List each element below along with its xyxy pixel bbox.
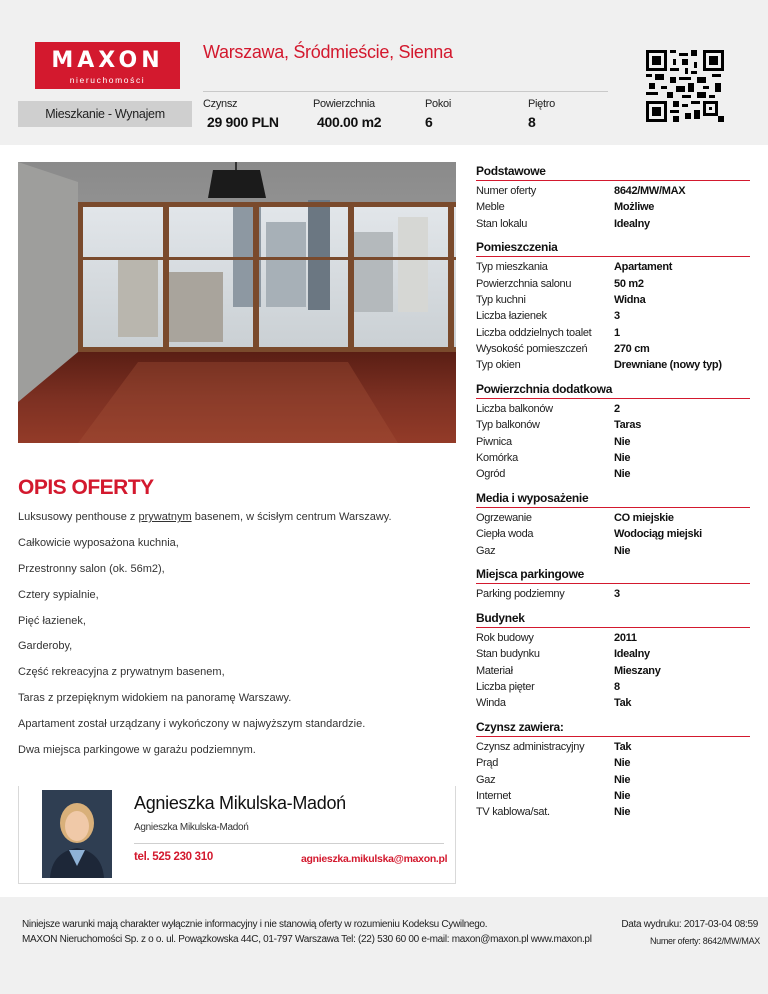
section-rooms (476, 240, 750, 373)
detail-row (476, 466, 750, 482)
detail-row (476, 739, 750, 755)
agent-name: Agnieszka Mikulska-Madoń (134, 793, 346, 813)
detail-label: Piwnica (476, 435, 512, 448)
detail-row (476, 695, 750, 711)
detail-label: Ogród (476, 468, 506, 481)
section-heading: Budynek (476, 611, 750, 628)
stat-value: 29 900 PLN (207, 114, 279, 130)
property-photo[interactable] (18, 162, 456, 443)
detail-row (476, 199, 750, 215)
detail-value: 270 cm (614, 342, 650, 355)
details-panel (476, 164, 750, 829)
detail-value: CO miejskie (614, 511, 674, 524)
detail-label: Typ okien (476, 359, 521, 372)
detail-label: Winda (476, 697, 506, 710)
detail-label: Typ balkonów (476, 419, 540, 432)
offer-type-badge: Mieszkanie - Wynajem (18, 101, 192, 127)
stat-area (313, 98, 381, 130)
detail-value: 8642/MW/MAX (614, 185, 686, 197)
section-heading: Miejsca parkingowe (476, 567, 750, 584)
detail-value: Nie (614, 790, 631, 803)
detail-label: Wysokość pomieszczeń (476, 342, 588, 355)
detail-value: Nie (614, 451, 631, 464)
detail-label: Ogrzewanie (476, 511, 532, 524)
agent-subtitle: Agnieszka Mikulska-Madoń (134, 822, 249, 833)
detail-label: Meble (476, 201, 505, 214)
detail-row (476, 434, 750, 450)
detail-value: Apartament (614, 261, 673, 274)
detail-row (476, 308, 750, 324)
detail-value: Nie (614, 757, 631, 770)
description-text: Luksusowy penthouse z (18, 511, 139, 523)
detail-row (476, 510, 750, 526)
stat-label: Powierzchnia (313, 98, 375, 110)
qr-code-icon[interactable] (646, 50, 724, 122)
description-line: Garderoby, (18, 640, 73, 653)
description-line: Przestronny salon (ok. 56m2), (18, 562, 165, 575)
detail-row (476, 450, 750, 466)
stat-label: Pokoi (425, 98, 452, 110)
section-heading: Czynsz zawiera: (476, 720, 750, 737)
description-line: Cztery sypialnie, (18, 588, 99, 601)
detail-row (476, 543, 750, 559)
detail-value: 3 (614, 588, 620, 601)
detail-label: Liczba łazienek (476, 310, 547, 323)
stat-rent (203, 98, 279, 130)
detail-row (476, 325, 750, 341)
agent-avatar (42, 790, 112, 878)
stat-value: 400.00 m2 (317, 114, 382, 130)
section-building (476, 611, 750, 711)
detail-value: Nie (614, 806, 631, 819)
detail-label: Internet (476, 790, 511, 803)
detail-row (476, 630, 750, 646)
detail-value: 50 m2 (614, 277, 644, 290)
agent-phone-link[interactable]: tel. 525 230 310 (134, 851, 213, 863)
apartment-interior-image (18, 162, 456, 443)
section-extra-area (476, 382, 750, 482)
detail-value: Idealny (614, 648, 650, 661)
detail-row (476, 788, 750, 804)
detail-value: Widna (614, 293, 646, 306)
detail-row (476, 216, 750, 232)
detail-label: Rok budowy (476, 632, 534, 645)
detail-value: Nie (614, 773, 631, 786)
description-line (18, 511, 448, 537)
detail-label: Stan lokalu (476, 217, 528, 230)
detail-label: Liczba pięter (476, 681, 535, 694)
detail-row (476, 259, 750, 275)
logo-sub: nieruchomości (69, 75, 146, 85)
stat-value: 6 (425, 114, 433, 130)
stat-value: 8 (528, 114, 536, 130)
detail-value: Nie (614, 468, 631, 481)
detail-value: Nie (614, 435, 631, 448)
footer (0, 897, 768, 994)
description-line: Taras z przepięknym widokiem na panoramę Warszawy. (18, 692, 292, 705)
stat-floor (528, 98, 555, 130)
detail-value: Mieszany (614, 664, 661, 677)
footer-disclaimer: Niniejsze warunki mają charakter wyłącznie informacyjny i nie stanowią oferty w rozumieniu Kodeksu Cywilnego. (22, 919, 488, 930)
detail-row (476, 679, 750, 695)
header-band (0, 0, 768, 145)
detail-label: Powierzchnia salonu (476, 277, 572, 290)
detail-row (476, 417, 750, 433)
detail-value: Drewniane (nowy typ) (614, 359, 722, 372)
detail-label: Ciepła woda (476, 528, 534, 541)
section-heading: Podstawowe (476, 164, 750, 181)
detail-row (476, 586, 750, 602)
detail-value: 2011 (614, 632, 637, 645)
stat-label: Czynsz (203, 98, 238, 110)
detail-value: 3 (614, 310, 620, 323)
detail-label: Gaz (476, 544, 496, 557)
detail-value: Możliwe (614, 201, 655, 214)
maxon-logo[interactable] (35, 42, 180, 89)
detail-value: Tak (614, 741, 632, 754)
detail-label: Liczba balkonów (476, 402, 553, 415)
section-media (476, 491, 750, 559)
detail-value: Wodociąg miejski (614, 528, 702, 541)
detail-label: Typ kuchni (476, 293, 526, 306)
section-heading: Pomieszczenia (476, 240, 750, 257)
section-heading: Media i wyposażenie (476, 491, 750, 508)
stat-label: Piętro (528, 98, 555, 110)
description-line: Część rekreacyjna z prywatnym basenem, (18, 666, 225, 679)
detail-label: Typ mieszkania (476, 261, 548, 274)
detail-value: 1 (614, 326, 620, 339)
detail-row (476, 646, 750, 662)
description-line: Apartament został urządzany i wykończony w najwyższym standardzie. (18, 718, 366, 731)
detail-row (476, 341, 750, 357)
section-basic (476, 164, 750, 232)
detail-value: Nie (614, 544, 631, 557)
agent-divider (134, 843, 444, 844)
section-parking (476, 567, 750, 602)
description-line: Całkowicie wyposażona kuchnia, (18, 536, 179, 549)
footer-print-date: Data wydruku: 2017-03-04 08:59 (621, 919, 758, 930)
listing-title: Warszawa, Śródmieście, Sienna (203, 42, 453, 62)
detail-row (476, 276, 750, 292)
section-heading: Powierzchnia dodatkowa (476, 382, 750, 399)
detail-label: Materiał (476, 664, 513, 677)
detail-value: 8 (614, 681, 620, 694)
agent-card (18, 786, 456, 884)
logo-brand: MAXON (51, 48, 164, 73)
description-underlined-word: prywatnym (138, 511, 192, 523)
detail-value: Idealny (614, 217, 650, 230)
stat-rooms (425, 98, 451, 130)
detail-label: Numer oferty (476, 185, 536, 197)
detail-label: Parking podziemny (476, 588, 565, 601)
detail-row (476, 292, 750, 308)
detail-label: TV kablowa/sat. (476, 806, 550, 819)
description-line: Pięć łazienek, (18, 614, 86, 627)
detail-label: Gaz (476, 773, 496, 786)
detail-row (476, 357, 750, 373)
detail-label: Prąd (476, 757, 499, 770)
section-rent-includes (476, 720, 750, 820)
detail-value: Tak (614, 697, 632, 710)
footer-offer-number: Numer oferty: 8642/MW/MAX (649, 936, 760, 946)
detail-row (476, 663, 750, 679)
detail-label: Liczba oddzielnych toalet (476, 326, 592, 339)
description-body (18, 511, 448, 770)
detail-label: Czynsz administracyjny (476, 741, 585, 754)
detail-value: Taras (614, 419, 642, 432)
description-line: Dwa miejsca parkingowe w garażu podziemnym. (18, 744, 256, 757)
detail-label: Komórka (476, 451, 518, 464)
description-title: OPIS OFERTY (18, 476, 154, 499)
detail-row (476, 526, 750, 542)
agent-email-link[interactable]: agnieszka.mikulska@maxon.pl (301, 853, 448, 865)
detail-label: Stan budynku (476, 648, 540, 661)
detail-row (476, 183, 750, 199)
detail-row (476, 804, 750, 820)
header-divider (203, 91, 608, 92)
detail-row (476, 401, 750, 417)
footer-company-info: MAXON Nieruchomości Sp. z o o. ul. Powązkowska 44C, 01-797 Warszawa Tel: (22) 530 60 00 e-mail: maxon@maxon.pl www.maxon.pl (22, 934, 592, 945)
detail-value: 2 (614, 402, 620, 415)
description-text: basenem, w ścisłym centrum Warszawy. (191, 511, 392, 523)
detail-row (476, 772, 750, 788)
detail-row (476, 755, 750, 771)
